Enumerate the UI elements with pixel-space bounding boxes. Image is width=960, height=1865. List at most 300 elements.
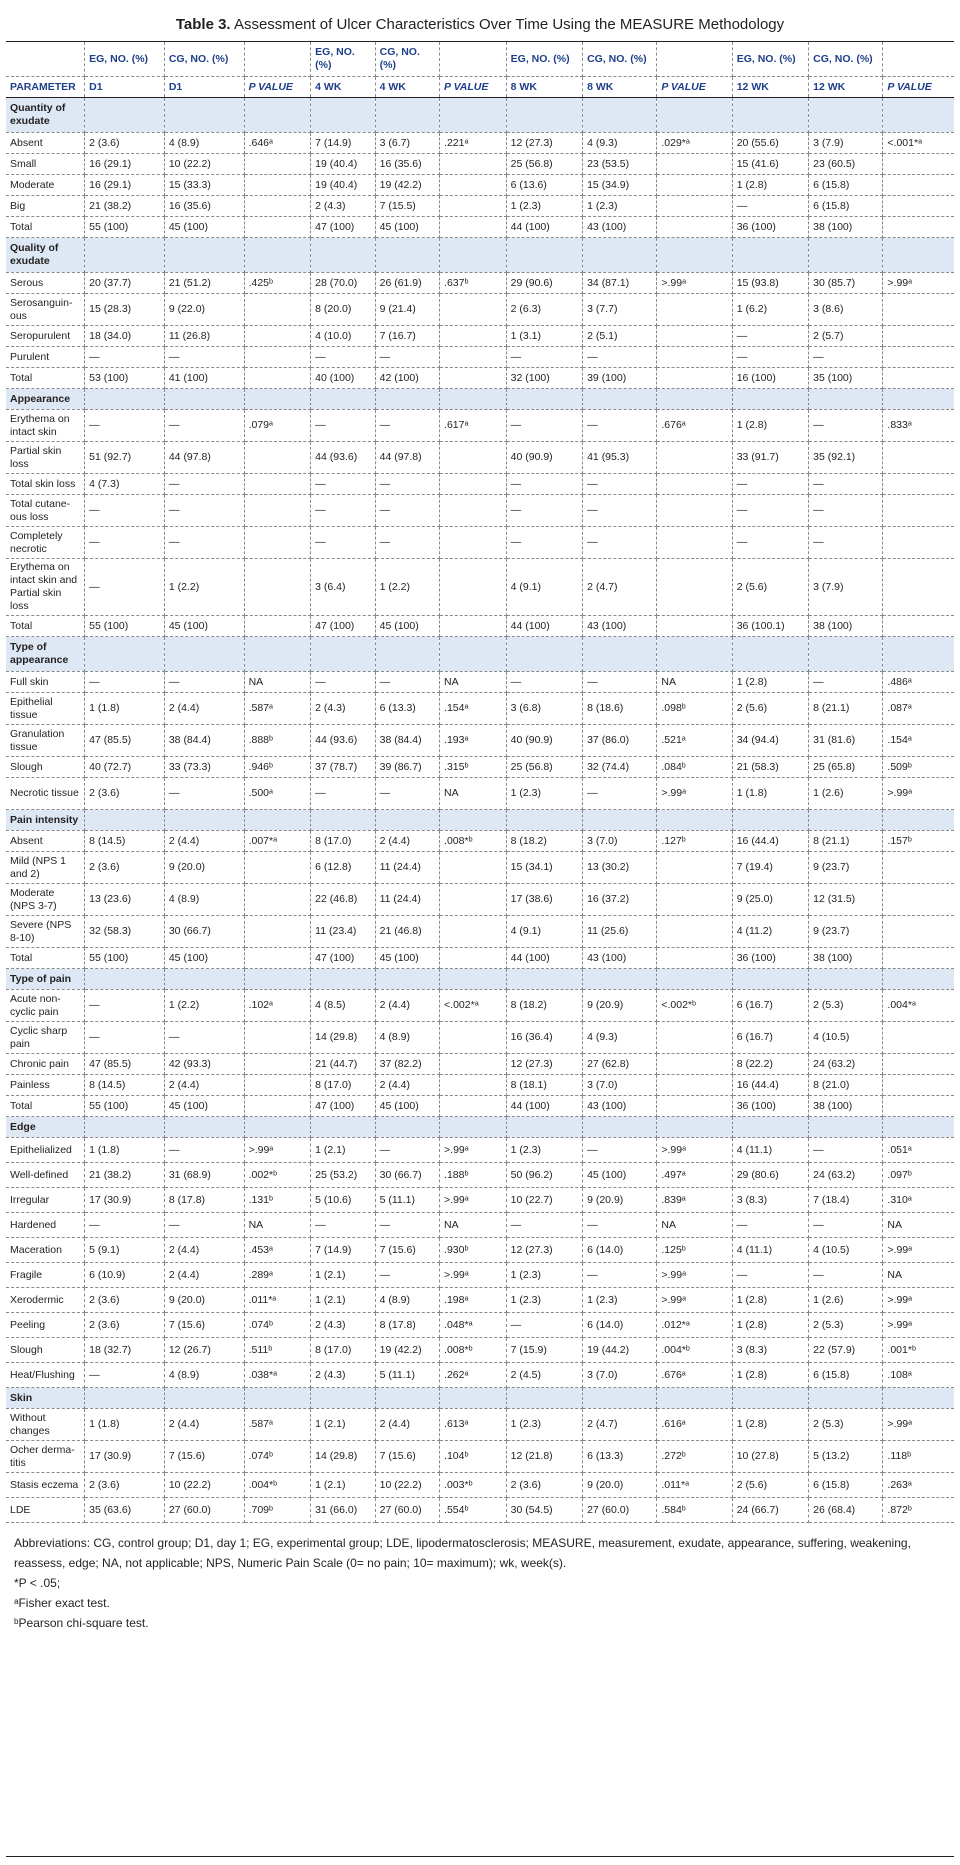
- table-cell: [440, 175, 507, 196]
- row-label: Stasis eczema: [6, 1473, 85, 1498]
- table-cell: [883, 474, 954, 495]
- row-label: Without changes: [6, 1409, 85, 1441]
- table-cell: —: [732, 495, 808, 527]
- table-cell: 27 (60.0): [164, 1498, 244, 1523]
- table-row: [6, 196, 954, 217]
- table-cell: 19 (40.4): [311, 154, 375, 175]
- table-cell: 2 (4.4): [375, 1075, 439, 1096]
- table-row: [6, 1263, 954, 1288]
- table-cell: 9 (21.4): [375, 294, 439, 326]
- table-cell: 3 (7.0): [583, 1075, 657, 1096]
- table-cell: 30 (85.7): [809, 273, 883, 294]
- table-cell: 6 (16.7): [732, 1022, 808, 1054]
- table-cell: 4 (8.9): [164, 133, 244, 154]
- section-filler-cell: [506, 98, 582, 133]
- table-cell: 1 (2.3): [583, 196, 657, 217]
- table-cell: [657, 495, 732, 527]
- table-cell: 21 (58.3): [732, 757, 808, 778]
- table-cell: [440, 154, 507, 175]
- table-row: [6, 1096, 954, 1117]
- table-cell: 39 (86.7): [375, 757, 439, 778]
- table-cell: .079ᵃ: [244, 410, 311, 442]
- row-label: Total: [6, 217, 85, 238]
- section-header-row: [6, 238, 954, 273]
- row-label: Erythema on intact skin and Partial skin loss: [6, 559, 85, 616]
- table-row: [6, 616, 954, 637]
- table-cell: 12 (27.3): [506, 1238, 582, 1263]
- table-cell: 2 (3.6): [506, 1473, 582, 1498]
- section-filler-cell: [440, 1117, 507, 1138]
- table-cell: 2 (3.6): [85, 1473, 165, 1498]
- table-cell: —: [164, 527, 244, 559]
- table-cell: 1 (2.1): [311, 1288, 375, 1313]
- table-cell: .500ᵃ: [244, 778, 311, 810]
- table-cell: —: [583, 778, 657, 810]
- table-cell: .002*ᵇ: [244, 1163, 311, 1188]
- table-cell: —: [311, 1213, 375, 1238]
- table-cell: —: [375, 672, 439, 693]
- section-filler-cell: [657, 810, 732, 831]
- table-cell: 12 (27.3): [506, 133, 582, 154]
- section-filler-cell: [732, 810, 808, 831]
- column-header: P VALUE: [440, 77, 507, 98]
- table-cell: 47 (100): [311, 616, 375, 637]
- column-header: EG, NO. (%): [732, 42, 808, 77]
- table-cell: 1 (2.8): [732, 1363, 808, 1388]
- table-cell: —: [809, 495, 883, 527]
- table-cell: .646ᵃ: [244, 133, 311, 154]
- table-cell: 1 (2.8): [732, 1288, 808, 1313]
- row-label: Serous: [6, 273, 85, 294]
- section-filler-cell: [583, 389, 657, 410]
- table-cell: [657, 326, 732, 347]
- table-cell: 1 (1.8): [732, 778, 808, 810]
- column-header: [244, 42, 311, 77]
- row-label: Erythema on intact skin: [6, 410, 85, 442]
- table-cell: 11 (24.4): [375, 884, 439, 916]
- table-cell: [657, 368, 732, 389]
- column-header: 4 WK: [375, 77, 439, 98]
- table-cell: 7 (15.9): [506, 1338, 582, 1363]
- section-filler-cell: [732, 969, 808, 990]
- table-body: [6, 42, 954, 1523]
- table-cell: 2 (5.3): [809, 1409, 883, 1441]
- table-cell: 7 (16.7): [375, 326, 439, 347]
- table-cell: 8 (17.8): [375, 1313, 439, 1338]
- table-cell: [657, 1096, 732, 1117]
- table-cell: 9 (20.0): [583, 1473, 657, 1498]
- section-header-row: [6, 969, 954, 990]
- table-cell: 27 (60.0): [375, 1498, 439, 1523]
- table-cell: 43 (100): [583, 1096, 657, 1117]
- column-header: [6, 42, 85, 77]
- table-row: [6, 852, 954, 884]
- table-cell: <.002*ᵃ: [440, 990, 507, 1022]
- section-filler-cell: [311, 969, 375, 990]
- table-cell: 24 (63.2): [809, 1163, 883, 1188]
- table-cell: 20 (37.7): [85, 273, 165, 294]
- table-cell: 15 (34.1): [506, 852, 582, 884]
- section-filler-cell: [883, 98, 954, 133]
- table-cell: NA: [440, 1213, 507, 1238]
- table-cell: .554ᵇ: [440, 1498, 507, 1523]
- row-label: Total: [6, 368, 85, 389]
- row-label: Partial skin loss: [6, 442, 85, 474]
- table-cell: 7 (14.9): [311, 1238, 375, 1263]
- section-filler-cell: [809, 969, 883, 990]
- table-cell: —: [809, 347, 883, 368]
- table-cell: —: [85, 495, 165, 527]
- table-row: [6, 672, 954, 693]
- table-cell: [244, 1096, 311, 1117]
- table-cell: [657, 1054, 732, 1075]
- table-cell: 26 (61.9): [375, 273, 439, 294]
- table-cell: 44 (100): [506, 1096, 582, 1117]
- table-cell: [440, 1075, 507, 1096]
- table-cell: [440, 884, 507, 916]
- column-header: EG, NO. (%): [85, 42, 165, 77]
- table-cell: .617ᵃ: [440, 410, 507, 442]
- table-cell: .127ᵇ: [657, 831, 732, 852]
- table-cell: [440, 495, 507, 527]
- table-cell: 45 (100): [375, 1096, 439, 1117]
- table-cell: 8 (21.0): [809, 1075, 883, 1096]
- table-cell: —: [809, 410, 883, 442]
- table-cell: 4 (10.0): [311, 326, 375, 347]
- table-cell: .125ᵇ: [657, 1238, 732, 1263]
- section-title: Type of pain: [6, 969, 85, 990]
- table-cell: 12 (31.5): [809, 884, 883, 916]
- table-cell: 4 (8.5): [311, 990, 375, 1022]
- table-cell: 36 (100.1): [732, 616, 808, 637]
- table-cell: 7 (19.4): [732, 852, 808, 884]
- table-cell: [440, 852, 507, 884]
- table-cell: 4 (9.1): [506, 559, 582, 616]
- section-filler-cell: [809, 98, 883, 133]
- table-cell: —: [311, 527, 375, 559]
- table-cell: 20 (55.6): [732, 133, 808, 154]
- section-filler-cell: [164, 238, 244, 273]
- table-cell: 26 (68.4): [809, 1498, 883, 1523]
- section-filler-cell: [732, 637, 808, 672]
- row-label: Granulation tissue: [6, 725, 85, 757]
- section-filler-cell: [732, 98, 808, 133]
- section-filler-cell: [732, 1388, 808, 1409]
- table-cell: 2 (5.6): [732, 1473, 808, 1498]
- table-cell: 16 (44.4): [732, 831, 808, 852]
- table-cell: 1 (2.1): [311, 1473, 375, 1498]
- table-cell: —: [85, 990, 165, 1022]
- table-cell: 19 (42.2): [375, 175, 439, 196]
- table-cell: [883, 1022, 954, 1054]
- table-cell: [883, 175, 954, 196]
- table-cell: 32 (58.3): [85, 916, 165, 948]
- table-cell: [657, 1022, 732, 1054]
- table-cell: 36 (100): [732, 1096, 808, 1117]
- column-header: D1: [164, 77, 244, 98]
- table-cell: 4 (8.9): [164, 1363, 244, 1388]
- table-cell: 47 (100): [311, 1096, 375, 1117]
- table-cell: .029*ᵃ: [657, 133, 732, 154]
- table-cell: 6 (10.9): [85, 1263, 165, 1288]
- column-header: 12 WK: [809, 77, 883, 98]
- row-label: Absent: [6, 831, 85, 852]
- table-cell: 53 (100): [85, 368, 165, 389]
- section-filler-cell: [732, 238, 808, 273]
- section-filler-cell: [883, 1388, 954, 1409]
- table-cell: NA: [657, 672, 732, 693]
- table-cell: 4 (7.3): [85, 474, 165, 495]
- table-cell: .051ᵃ: [883, 1138, 954, 1163]
- table-cell: 24 (66.7): [732, 1498, 808, 1523]
- table-cell: 8 (18.2): [506, 831, 582, 852]
- section-filler-cell: [883, 1117, 954, 1138]
- table-cell: [244, 196, 311, 217]
- table-row: [6, 474, 954, 495]
- table-cell: —: [375, 347, 439, 368]
- table-cell: >.99ᵃ: [883, 1313, 954, 1338]
- table-cell: 8 (20.0): [311, 294, 375, 326]
- table-cell: >.99ᵃ: [883, 1238, 954, 1263]
- table-cell: 11 (23.4): [311, 916, 375, 948]
- table-cell: 42 (93.3): [164, 1054, 244, 1075]
- table-cell: 21 (44.7): [311, 1054, 375, 1075]
- table-cell: .221ᵃ: [440, 133, 507, 154]
- table-cell: 37 (82.2): [375, 1054, 439, 1075]
- table-cell: 8 (21.1): [809, 693, 883, 725]
- table-cell: 2 (5.3): [809, 1313, 883, 1338]
- table-cell: 45 (100): [375, 616, 439, 637]
- row-label: Painless: [6, 1075, 85, 1096]
- data-table: [6, 42, 954, 1523]
- table-cell: [244, 948, 311, 969]
- table-cell: [440, 616, 507, 637]
- table-cell: —: [164, 1213, 244, 1238]
- table-cell: 2 (3.6): [85, 1288, 165, 1313]
- table-cell: 4 (11.2): [732, 916, 808, 948]
- table-cell: —: [164, 1022, 244, 1054]
- column-header: P VALUE: [244, 77, 311, 98]
- table-cell: .676ᵃ: [657, 410, 732, 442]
- section-filler-cell: [311, 637, 375, 672]
- table-cell: 40 (72.7): [85, 757, 165, 778]
- section-filler-cell: [85, 98, 165, 133]
- table-cell: [883, 368, 954, 389]
- section-filler-cell: [164, 98, 244, 133]
- table-cell: .839ᵃ: [657, 1188, 732, 1213]
- table-cell: 37 (86.0): [583, 725, 657, 757]
- table-cell: [244, 474, 311, 495]
- table-cell: 4 (11.1): [732, 1138, 808, 1163]
- table-cell: 47 (100): [311, 948, 375, 969]
- table-cell: [244, 1054, 311, 1075]
- column-header: D1: [85, 77, 165, 98]
- table-cell: 35 (100): [809, 368, 883, 389]
- section-filler-cell: [85, 238, 165, 273]
- table-cell: [244, 1022, 311, 1054]
- table-cell: 1 (2.3): [583, 1288, 657, 1313]
- table-cell: 43 (100): [583, 948, 657, 969]
- table-cell: 32 (100): [506, 368, 582, 389]
- table-cell: 6 (14.0): [583, 1313, 657, 1338]
- table-cell: —: [311, 778, 375, 810]
- section-filler-cell: [244, 1388, 311, 1409]
- table-cell: >.99ᵃ: [440, 1138, 507, 1163]
- table-cell: —: [375, 410, 439, 442]
- table-cell: 45 (100): [164, 616, 244, 637]
- table-cell: —: [164, 410, 244, 442]
- table-cell: 1 (1.8): [85, 1409, 165, 1441]
- table-cell: 6 (15.8): [809, 1473, 883, 1498]
- table-cell: —: [311, 672, 375, 693]
- table-cell: >.99ᵃ: [883, 1409, 954, 1441]
- table-cell: 6 (15.8): [809, 196, 883, 217]
- section-filler-cell: [164, 1117, 244, 1138]
- table-cell: .104ᵇ: [440, 1441, 507, 1473]
- row-label: Heat/Flushing: [6, 1363, 85, 1388]
- table-cell: 9 (20.0): [164, 1288, 244, 1313]
- table-cell: —: [809, 672, 883, 693]
- table-cell: .048*ᵃ: [440, 1313, 507, 1338]
- table-cell: [244, 326, 311, 347]
- table-cell: 40 (90.9): [506, 725, 582, 757]
- table-cell: 6 (12.8): [311, 852, 375, 884]
- table-row: [6, 831, 954, 852]
- table-cell: 3 (7.0): [583, 1363, 657, 1388]
- section-filler-cell: [657, 637, 732, 672]
- table-cell: 34 (87.1): [583, 273, 657, 294]
- table-cell: —: [506, 1213, 582, 1238]
- table-cell: 40 (100): [311, 368, 375, 389]
- table-row: [6, 1338, 954, 1363]
- table-cell: —: [809, 1263, 883, 1288]
- row-label: Chronic pain: [6, 1054, 85, 1075]
- table-cell: 38 (84.4): [164, 725, 244, 757]
- table-cell: .198ᵃ: [440, 1288, 507, 1313]
- table-cell: 31 (81.6): [809, 725, 883, 757]
- table-cell: 25 (56.8): [506, 154, 582, 175]
- table-row: [6, 368, 954, 389]
- table-cell: 16 (44.4): [732, 1075, 808, 1096]
- table-cell: NA: [244, 1213, 311, 1238]
- footnote: ᵃFisher exact test.: [14, 1596, 110, 1610]
- section-filler-cell: [583, 1117, 657, 1138]
- table-cell: 13 (30.2): [583, 852, 657, 884]
- table-cell: [440, 559, 507, 616]
- table-cell: 9 (20.9): [583, 1188, 657, 1213]
- table-cell: .007*ᵃ: [244, 831, 311, 852]
- section-filler-cell: [164, 637, 244, 672]
- table-cell: 23 (53.5): [583, 154, 657, 175]
- section-filler-cell: [311, 1388, 375, 1409]
- table-cell: .108ᵃ: [883, 1363, 954, 1388]
- table-cell: 47 (100): [311, 217, 375, 238]
- table-cell: 1 (1.8): [85, 693, 165, 725]
- table-cell: .584ᵇ: [657, 1498, 732, 1523]
- table-cell: 2 (5.7): [809, 326, 883, 347]
- table-cell: [883, 527, 954, 559]
- table-cell: .289ᵃ: [244, 1263, 311, 1288]
- section-filler-cell: [883, 389, 954, 410]
- table-cell: 10 (22.7): [506, 1188, 582, 1213]
- table-cell: 25 (65.8): [809, 757, 883, 778]
- table-cell: —: [85, 410, 165, 442]
- table-cell: 45 (100): [164, 1096, 244, 1117]
- table-cell: .157ᵇ: [883, 831, 954, 852]
- table-cell: [440, 196, 507, 217]
- table-cell: 12 (27.3): [506, 1054, 582, 1075]
- table-title-text: Assessment of Ulcer Characteristics Over Time Using the MEASURE Methodology: [233, 16, 785, 33]
- table-row: [6, 559, 954, 616]
- table-cell: 4 (8.9): [375, 1288, 439, 1313]
- section-filler-cell: [809, 1388, 883, 1409]
- table-cell: 2 (4.4): [164, 1075, 244, 1096]
- table-cell: [244, 852, 311, 884]
- column-header: EG, NO. (%): [311, 42, 375, 77]
- row-label: Total: [6, 616, 85, 637]
- row-label: Acute non-cyclic pain: [6, 990, 85, 1022]
- column-header: P VALUE: [883, 77, 954, 98]
- section-filler-cell: [583, 637, 657, 672]
- table-cell: —: [732, 347, 808, 368]
- table-cell: 7 (15.6): [164, 1441, 244, 1473]
- table-row: [6, 1441, 954, 1473]
- section-filler-cell: [85, 1117, 165, 1138]
- table-cell: .012*ᵃ: [657, 1313, 732, 1338]
- section-filler-cell: [809, 1117, 883, 1138]
- table-cell: [244, 347, 311, 368]
- section-filler-cell: [85, 810, 165, 831]
- table-cell: 6 (13.3): [583, 1441, 657, 1473]
- table-cell: .118ᵇ: [883, 1441, 954, 1473]
- table-row: [6, 1075, 954, 1096]
- table-cell: [657, 559, 732, 616]
- table-cell: 22 (46.8): [311, 884, 375, 916]
- table-cell: <.001*ᵃ: [883, 133, 954, 154]
- row-label: Total cutane-ous loss: [6, 495, 85, 527]
- table-cell: [657, 884, 732, 916]
- table-cell: 5 (11.1): [375, 1188, 439, 1213]
- table-cell: 8 (18.1): [506, 1075, 582, 1096]
- table-cell: >.99ᵃ: [440, 1188, 507, 1213]
- table-cell: [440, 916, 507, 948]
- section-filler-cell: [583, 969, 657, 990]
- table-cell: 44 (100): [506, 616, 582, 637]
- table-cell: 41 (95.3): [583, 442, 657, 474]
- table-cell: —: [164, 495, 244, 527]
- table-cell: 2 (4.3): [311, 1363, 375, 1388]
- table-cell: .833ᵃ: [883, 410, 954, 442]
- table-cell: 1 (2.1): [311, 1263, 375, 1288]
- table-cell: —: [732, 527, 808, 559]
- table-cell: [657, 294, 732, 326]
- row-label: Moderate: [6, 175, 85, 196]
- section-filler-cell: [440, 389, 507, 410]
- table-cell: 55 (100): [85, 948, 165, 969]
- table-cell: >.99ᵃ: [244, 1138, 311, 1163]
- table-cell: [657, 175, 732, 196]
- section-filler-cell: [375, 1117, 439, 1138]
- table-cell: .616ᵃ: [657, 1409, 732, 1441]
- table-cell: 27 (60.0): [583, 1498, 657, 1523]
- table-cell: 44 (97.8): [375, 442, 439, 474]
- section-filler-cell: [506, 1117, 582, 1138]
- section-filler-cell: [883, 969, 954, 990]
- table-cell: .097ᵇ: [883, 1163, 954, 1188]
- section-filler-cell: [506, 238, 582, 273]
- table-cell: 2 (5.3): [809, 990, 883, 1022]
- section-title: Type of appearance: [6, 637, 85, 672]
